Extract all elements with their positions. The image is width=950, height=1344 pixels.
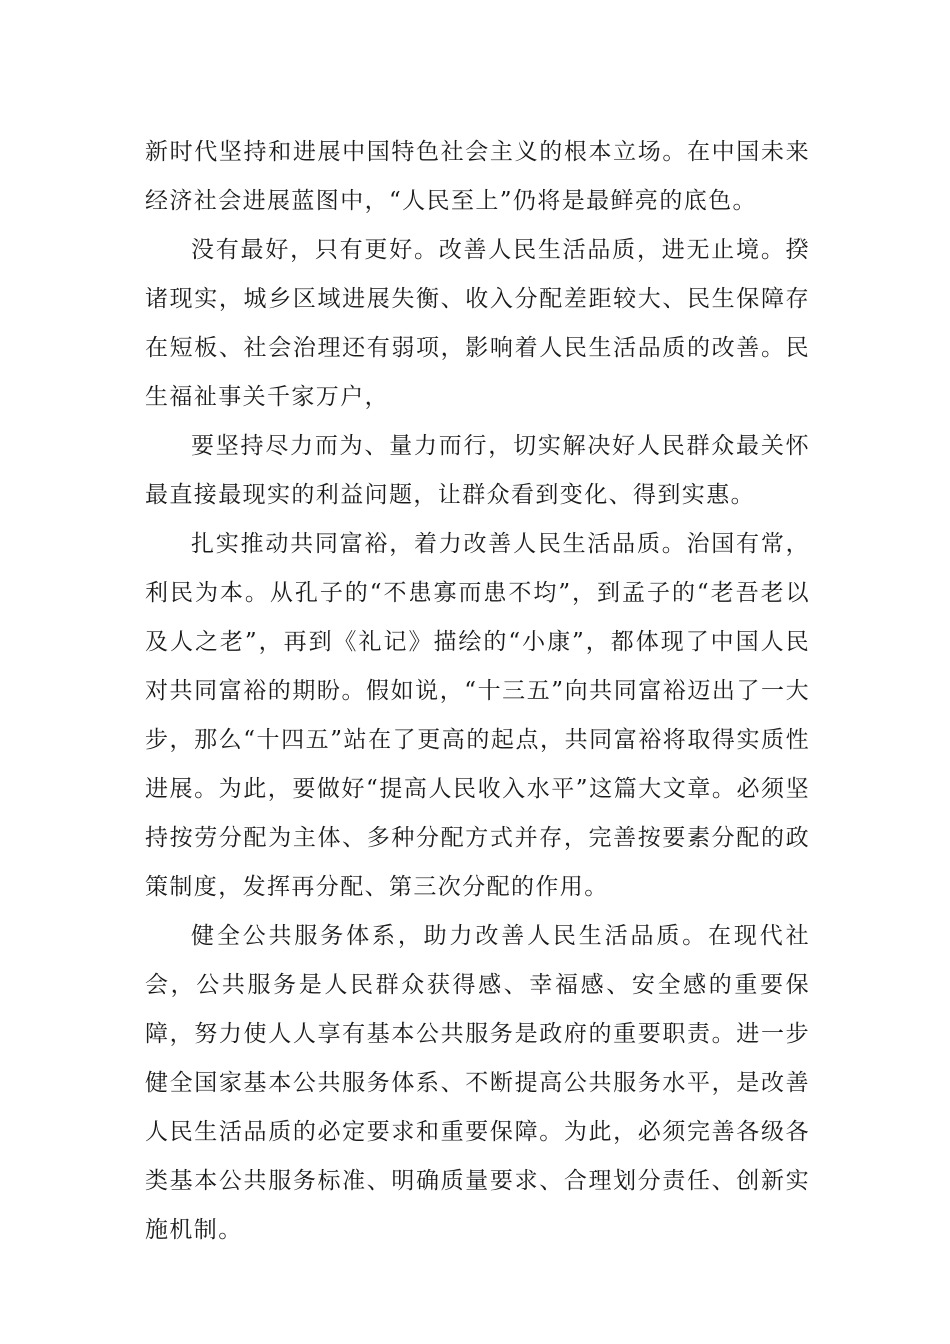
document-body	[145, 128, 810, 1255]
paragraph-5: 健全公共服务体系，助力改善人民生活品质。在现代社会，公共服务是人民群众获得感、幸福感、安全感的重要保障，努力使人人享有基本公共服务是政府的重要职责。进一步健全国家基本公共服务体系、不断提高公共服务水平，是改善人民生活品质的必定要求和重要保障。为此，必须完善各级各类基本公共服务标准、明确质量要求、合理划分责任、创新实施机制。	[145, 923, 810, 1243]
paragraph-2: 没有最好，只有更好。改善人民生活品质，进无止境。揆诸现实，城乡区域进展失衡、收入分配差距较大、民生保障存在短板、社会治理还有弱项，影响着人民生活品质的改善。民生福祉事关千家万户，	[145, 237, 810, 410]
paragraph-1: 新时代坚持和进展中国特色社会主义的根本立场。在中国未来经济社会进展蓝图中，“人民至上”仍将是最鲜亮的底色。	[145, 139, 810, 214]
paragraph-4: 扎实推动共同富裕，着力改善人民生活品质。治国有常，利民为本。从孔子的“不患寡而患不均”，到孟子的“老吾老以及人之老”，再到《礼记》描绘的“小康”，都体现了中国人民对共同富裕的期盼。假如说，“十三五”向共同富裕迈出了一大步，那么“十四五”站在了更高的起点，共同富裕将取得实质性进展。为此，要做好“提高人民收入水平”这篇大文章。必须坚持按劳分配为主体、多种分配方式并存，完善按要素分配的政策制度，发挥再分配、第三次分配的作用。	[145, 531, 810, 900]
paragraph-3: 要坚持尽力而为、量力而行，切实解决好人民群众最关怀最直接最现实的利益问题，让群众看到变化、得到实惠。	[145, 433, 810, 508]
